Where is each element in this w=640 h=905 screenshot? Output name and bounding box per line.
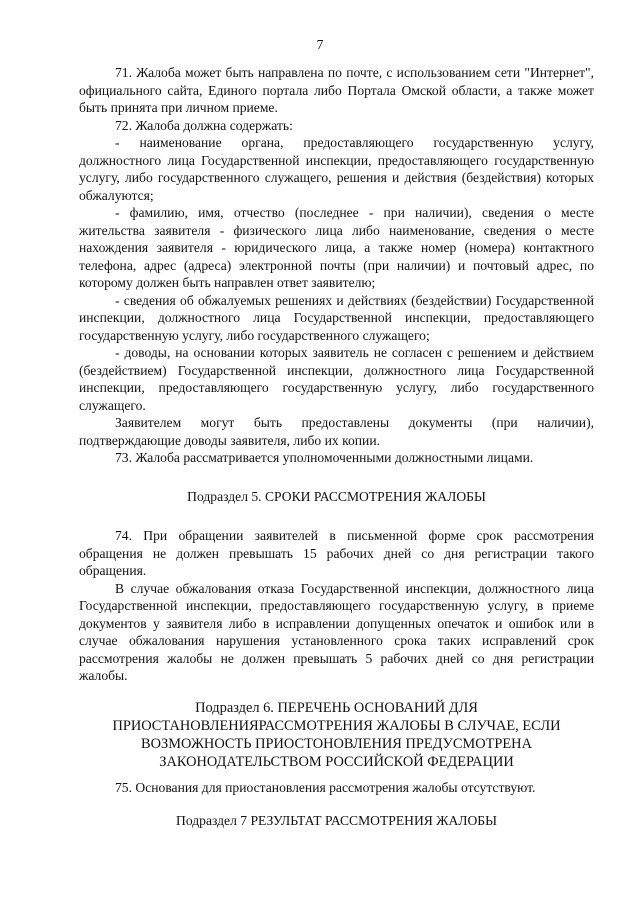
subsection-5-heading: Подраздел 5. СРОКИ РАССМОТРЕНИЯ ЖАЛОБЫ <box>187 488 486 504</box>
subsection-6-heading-line: ВОЗМОЖНОСТЬ ПРИОСТОНОВЛЕНИЯ ПРЕДУСМОТРЕНА <box>141 735 532 752</box>
list-item-arguments: - доводы, на основании которых заявитель не согласен с решением и действием (бездействием) Государственной инспекции, должностного лица Государственной инспекции, предоставляющего государственную услугу, либо государственного служащего. <box>79 345 594 413</box>
list-item-appealed-decisions: - сведения об обжалуемых решениях и действиях (бездействии) Государственной инспекции, должностного лица Государственной инспекции, предоставляющего государственную услугу, либо государственного служащего; <box>79 292 594 343</box>
paragraph-documents: Заявителем могут быть предоставлены документы (при наличии), подтверждающие доводы заявителя, либо их копии. <box>79 415 594 448</box>
paragraph-72: 72. Жалоба должна содержать: <box>115 117 293 133</box>
paragraph-73: 73. Жалоба рассматривается уполномоченными должностными лицами. <box>115 450 534 465</box>
paragraph-74: 74. При обращении заявителей в письменной форме срок рассмотрения обращения не должен превышать 15 рабочих дней со дня регистрации такого обращения. <box>79 528 594 578</box>
subsection-6-heading-line: ПРИОСТАНОВЛЕНИЯРАССМОТРЕНИЯ ЖАЛОБЫ В СЛУЧАЕ, ЕСЛИ <box>112 717 561 734</box>
list-item-applicant-details: - фамилию, имя, отчество (последнее - при наличии), сведения о месте жительства заявителя - физического лица либо наименование, сведения о месте нахождения заявителя - юридического лица, а также номер (номера) контактного телефона, адрес (адреса) электронной почты (при наличии) и почтовый адрес, по которому должен быть направлен ответ заявителю; <box>79 205 594 290</box>
page-number: 7 <box>316 37 324 52</box>
subsection-6-heading-line: ЗАКОНОДАТЕЛЬСТВОМ РОССИЙСКОЙ ФЕДЕРАЦИИ <box>159 753 514 770</box>
paragraph-75: 75. Основания для приостановления рассмотрения жалобы отсутствуют. <box>115 779 536 795</box>
subsection-7-heading: Подраздел 7 РЕЗУЛЬТАТ РАССМОТРЕНИЯ ЖАЛОБЫ <box>176 813 497 828</box>
paragraph-71: 71. Жалоба может быть направлена по почте, с использованием сети "Интернет", официального сайта, Единого портала либо Портала Омской области, а также может быть принята при личном приеме. <box>79 65 594 115</box>
paragraph-appeal-refusal: В случае обжалования отказа Государственной инспекции, должностного лица Государственной инспекции, предоставляющего государственную услугу, в приеме документов у заявителя либо в исправлении допущенных опечаток и ошибок или в случае обжалования нарушения установленного срока таких исправлений срок рассмотрения жалобы не должен превышать 5 рабочих дней со дня регистрации жалобы. <box>79 580 594 683</box>
subsection-6-heading-line: Подраздел 6. ПЕРЕЧЕНЬ ОСНОВАНИЙ ДЛЯ <box>195 699 478 716</box>
page-content <box>79 64 594 830</box>
list-item-organ-name: - наименование органа, предоставляющего государственную услугу, должностного лица Государственной инспекции, предоставляющего государственную услугу, либо государственного служащего, решения и действия (бездействия) которых обжалуются; <box>79 135 594 203</box>
subsection-6-heading <box>79 699 594 771</box>
